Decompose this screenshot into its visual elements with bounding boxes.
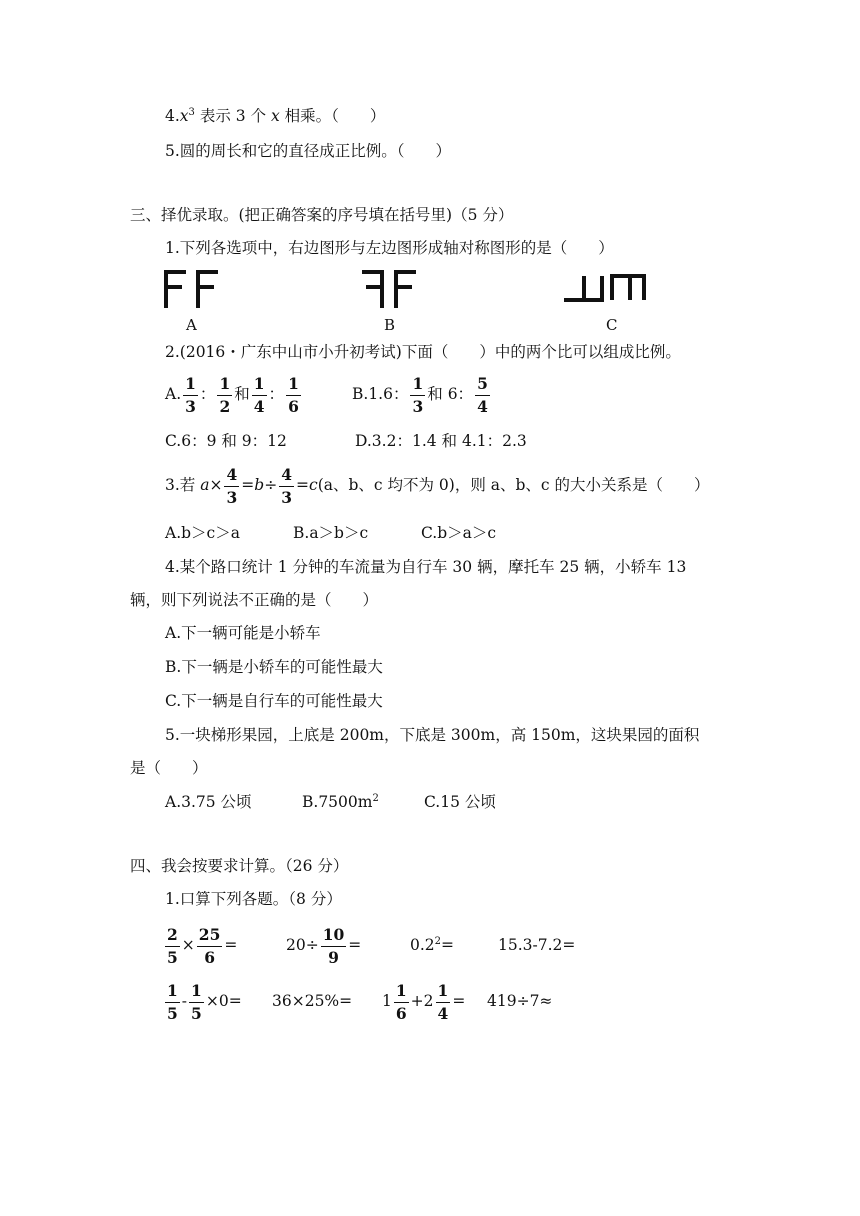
q4-option-a: A.下一辆可能是小轿车 bbox=[165, 624, 321, 642]
q5-option-a: A.3.75 公顷 bbox=[165, 793, 252, 811]
section-4-heading: 四、我会按要求计算。（26 分） bbox=[130, 857, 349, 875]
q5-option-c: C.15 公顷 bbox=[424, 793, 496, 811]
question-5-true-false: 5.圆的周长和它的直径成正比例。（ ） bbox=[165, 142, 452, 160]
figure-a-icon bbox=[162, 268, 222, 310]
figure-b-label: B bbox=[384, 316, 396, 334]
s4-subquestion-1: 1.口算下列各题。（8 分） bbox=[165, 890, 342, 908]
q3-option-a: A.b＞c＞a bbox=[165, 524, 240, 542]
q5-option-b: $B.7500m^2$ bbox=[302, 792, 379, 811]
s3-question-4-line2: 辆，则下列说法不正确的是（ ） bbox=[130, 591, 379, 609]
q3-option-b: B.a＞b＞c bbox=[293, 524, 369, 542]
calc-problem-6: 36×25%= bbox=[272, 992, 353, 1010]
s3-question-4-line1: 4.某个路口统计 1 分钟的车流量为自行车 30 辆，摩托车 25 辆，小轿车 13 bbox=[165, 558, 687, 576]
q2-option-d: D.3.2：1.4 和 4.1：2.3 bbox=[355, 432, 527, 450]
s3-question-5-line2: 是（ ） bbox=[130, 759, 208, 777]
s3-question-2: 2.(2016・广东中山市小升初考试)下面（ ）中的两个比可以组成比例。 bbox=[165, 343, 681, 361]
calc-problem-3: $0.2^2=$ bbox=[410, 935, 455, 954]
q4-option-c: C.下一辆是自行车的可能性最大 bbox=[165, 692, 383, 710]
q3-option-c: C.b＞a＞c bbox=[421, 524, 497, 542]
figure-c-icon bbox=[562, 272, 650, 306]
s3-question-1: 1.下列各选项中，右边图形与左边图形成轴对称图形的是（ ） bbox=[165, 239, 614, 257]
figure-c-label: C bbox=[606, 316, 618, 334]
calc-problem-7: 1 $\frac{1}{6}$ +2 $\frac{1}{4}$ = bbox=[382, 981, 466, 1023]
q2-option-a: A. $\frac{1}{3}$ ： $\frac{1}{2}$ 和 $\frac{1}{4}$ ： $\frac{1}{6}$ bbox=[165, 374, 299, 416]
s3-question-3: 3.若 a× $\frac{4}{3}$ =b÷ $\frac{4}{3}$ =c(a、b、c 均不为 0)，则 a、b、c 的大小关系是（ ） bbox=[165, 465, 710, 507]
figure-b-icon bbox=[360, 268, 420, 310]
q2-option-c: C.6：9 和 9：12 bbox=[165, 432, 287, 450]
calc-problem-2: 20÷ $\frac{10}{9}$ = bbox=[286, 925, 362, 967]
question-4-true-false: $4.x^3$ 表示 3 个 x 相乘。（ ） bbox=[165, 106, 386, 125]
figure-a-label: A bbox=[186, 316, 197, 334]
q2-option-b: B.1.6： $\frac{1}{3}$ 和 6： $\frac{5}{4}$ bbox=[352, 374, 488, 416]
calc-problem-1: $\frac{2}{5}$ × $\frac{25}{6}$ = bbox=[167, 925, 238, 967]
section-3-heading: 三、择优录取。(把正确答案的序号填在括号里)（5 分） bbox=[130, 206, 514, 224]
s3-question-5-line1: 5.一块梯形果园，上底是 200m，下底是 300m，高 150m，这块果园的面积 bbox=[165, 726, 700, 744]
calc-problem-5: $\frac{1}{5}$ - $\frac{1}{5}$ ×0= bbox=[167, 981, 242, 1023]
calc-problem-8: 419÷7≈ bbox=[487, 992, 553, 1010]
calc-problem-4: 15.3-7.2= bbox=[498, 936, 576, 954]
q4-option-b: B.下一辆是小轿车的可能性最大 bbox=[165, 658, 383, 676]
